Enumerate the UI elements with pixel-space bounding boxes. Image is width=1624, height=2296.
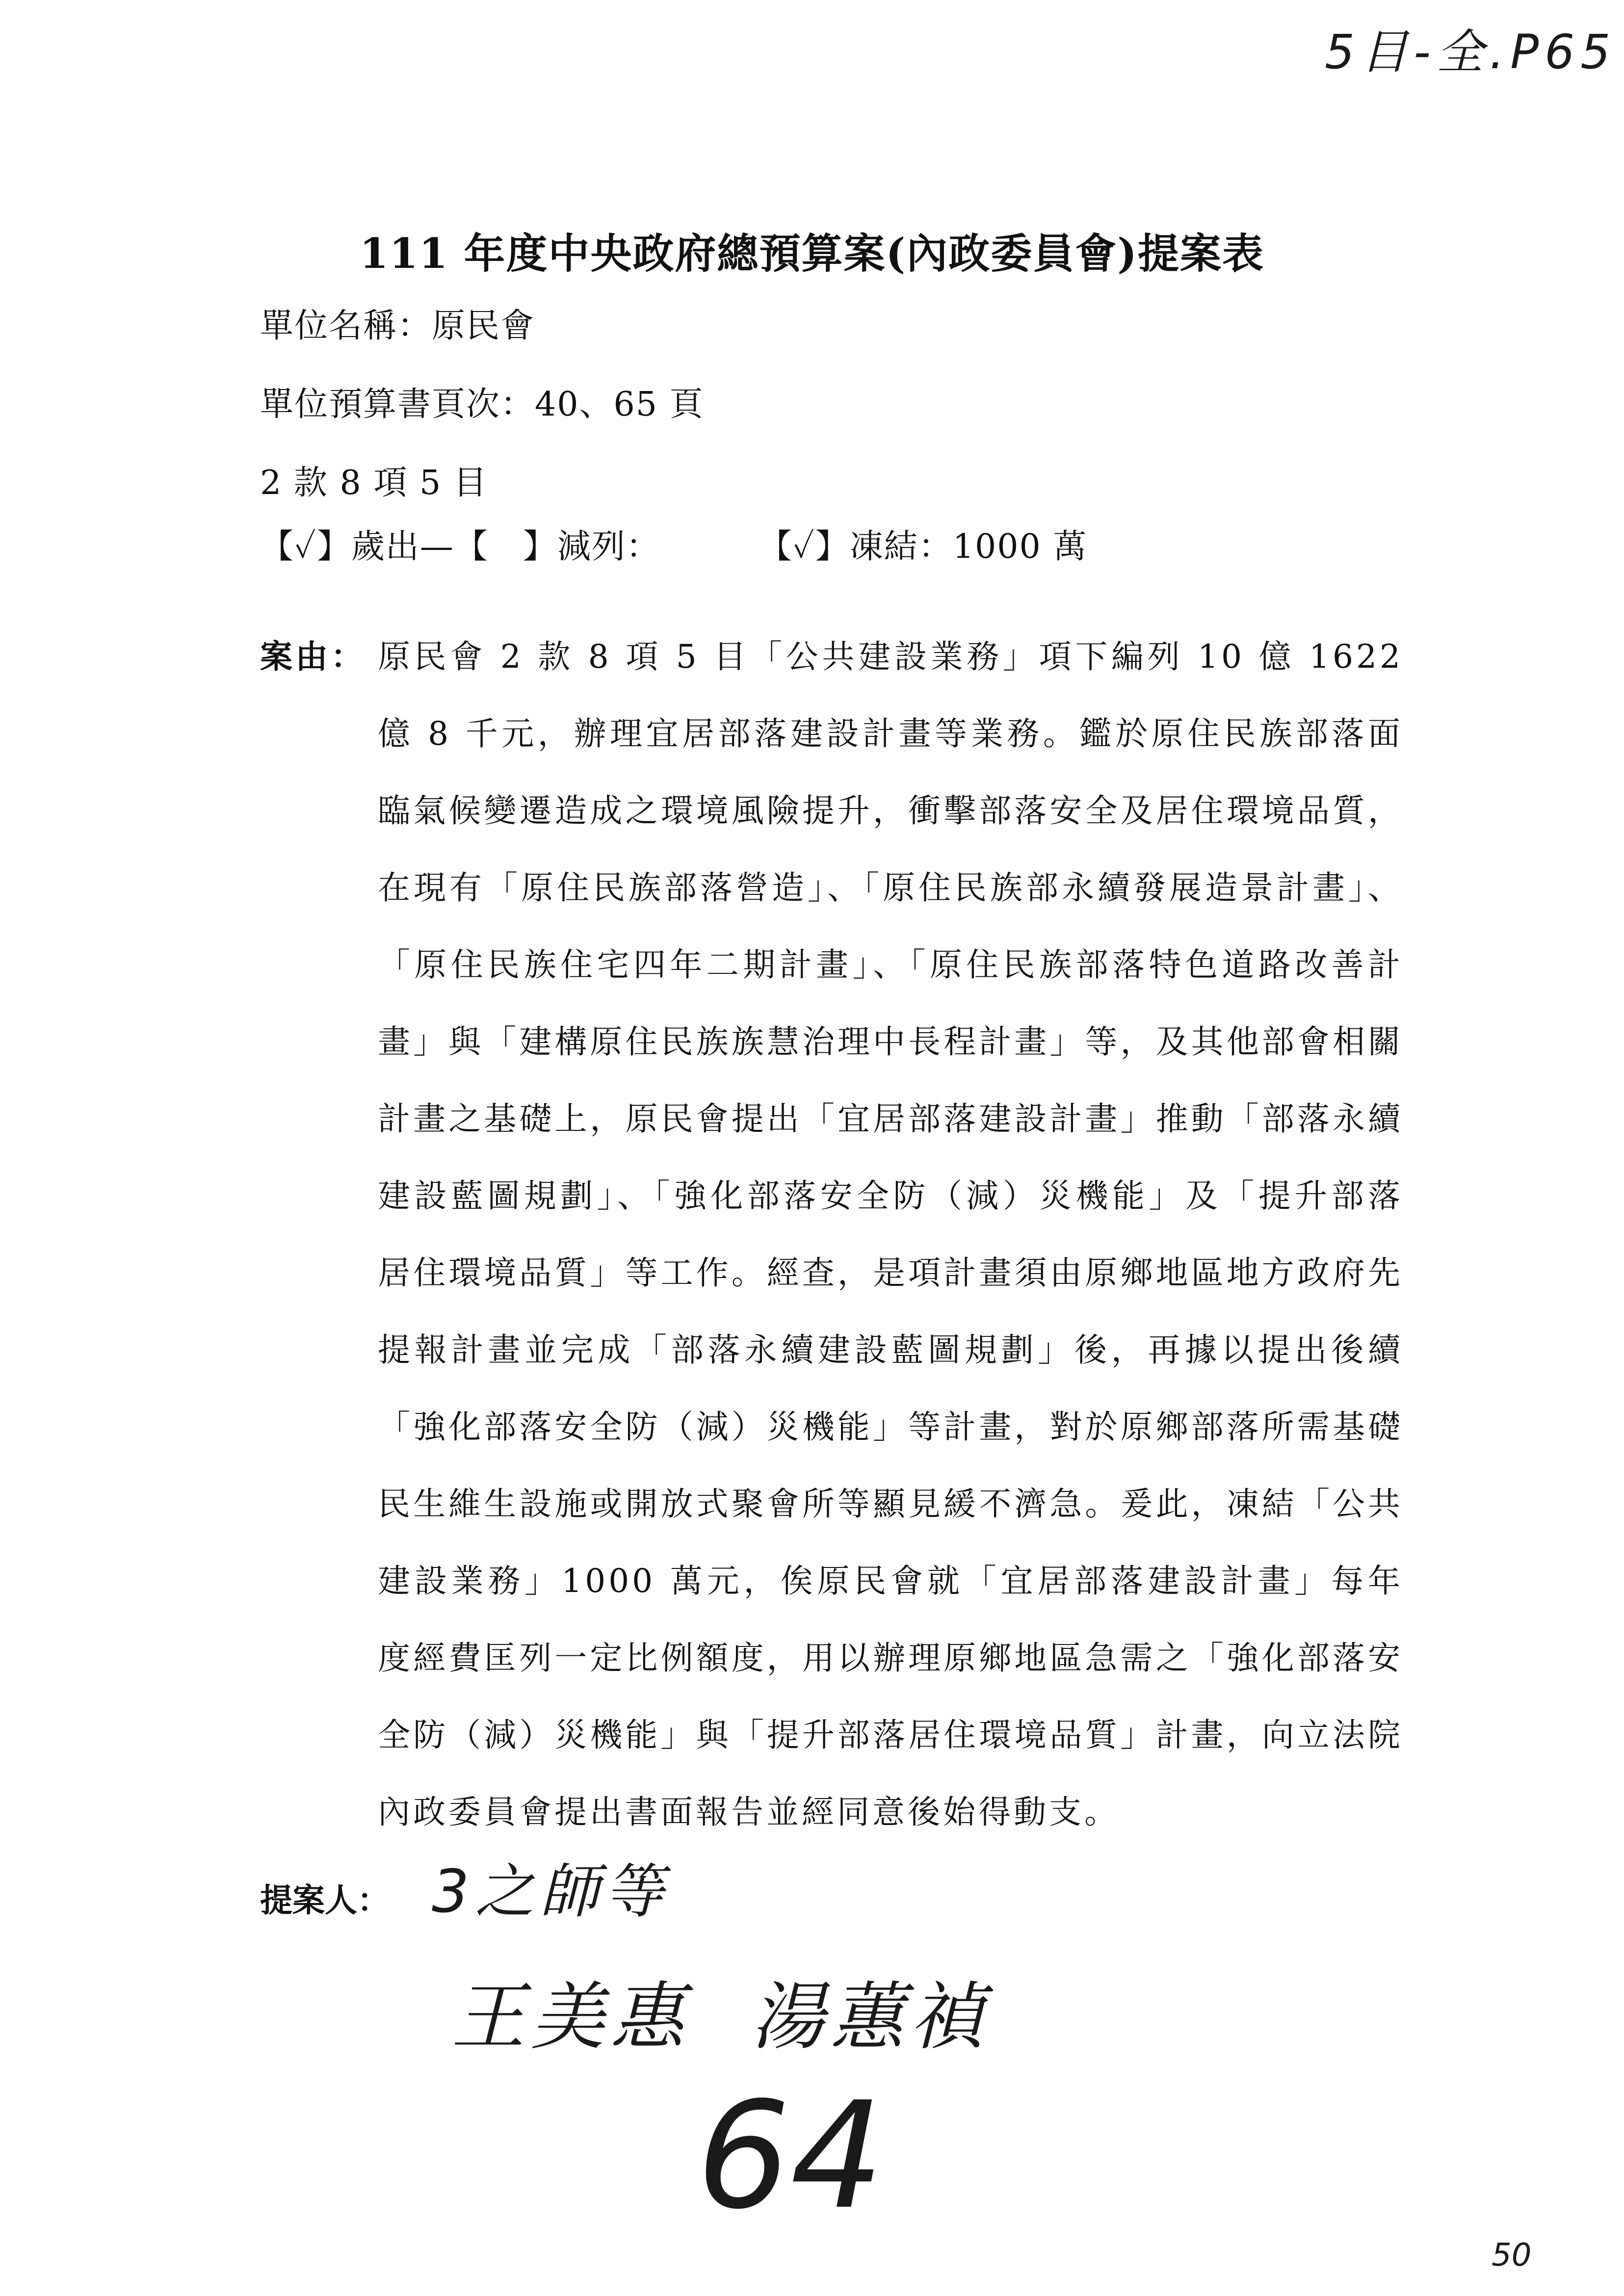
- reason-section: [260, 618, 1403, 1851]
- proposer-label: 提案人：: [260, 1881, 390, 1919]
- reason-label: 案由：: [260, 637, 366, 676]
- unit-name: 單位名稱：原民會: [260, 307, 535, 345]
- item-code: 2 款 8 項 5 目: [260, 464, 488, 502]
- freeze-flag: 【✓】凍結：1000 萬: [758, 527, 1088, 566]
- budget-pages: 單位預算書頁次：40、65 頁: [260, 385, 704, 424]
- handwritten-page-number: 64: [697, 2070, 884, 2242]
- handwritten-corner-note: 5目-全.P65: [1325, 25, 1617, 79]
- expense-flag: 【✓】歲出—【 】減列：: [260, 527, 660, 566]
- handwritten-corner-number: 50: [1492, 2237, 1532, 2273]
- signature: 3之師等: [432, 1858, 670, 1926]
- flags-row: [260, 520, 1087, 568]
- signature: 王美惠: [451, 1975, 690, 2060]
- reason-body: 原民會 2 款 8 項 5 目「公共建設業務」項下編列 10 億 1622 億 8 千元，辦理宜居部落建設計畫等業務。鑑於原住民族部落面臨氣候變遷造成之環境風險提升，衝擊部落安全及居住環境品質，在現有「原住民族部落營造」、「原住民族部永續發展造景計畫」、「原住民族住宅四年二期計畫」、「原住民族部落特色道路改善計畫」與「建構原住民族族慧治理中長程計畫」等，及其他部會相關計畫之基礎上，原民會提出「宜居部落建設計畫」推動「部落永續建設藍圖規劃」、「強化部落安全防（減）災機能」及「提升部落居住環境品質」等工作。經查，是項計畫須由原鄉地區地方政府先提報計畫並完成「部落永續建設藍圖規劃」後，再據以提出後續「強化部落安全防（減）災機能」等計畫，對於原鄉部落所需基礎民生維生設施或開放式聚會所等顯見緩不濟急。爰此，凍結「公共建設業務」1000 萬元，俟原民會就「宜居部落建設計畫」每年度經費匡列一定比例額度，用以辦理原鄉地區急需之「強化部落安全防（減）災機能」與「提升部落居住環境品質」計畫，向立法院內政委員會提出書面報告並經同意後始得動支。: [378, 638, 1403, 1831]
- signature: 湯蕙禎: [751, 1975, 990, 2060]
- page-title: 111 年度中央政府總預算案(內政委員會)提案表: [359, 229, 1265, 278]
